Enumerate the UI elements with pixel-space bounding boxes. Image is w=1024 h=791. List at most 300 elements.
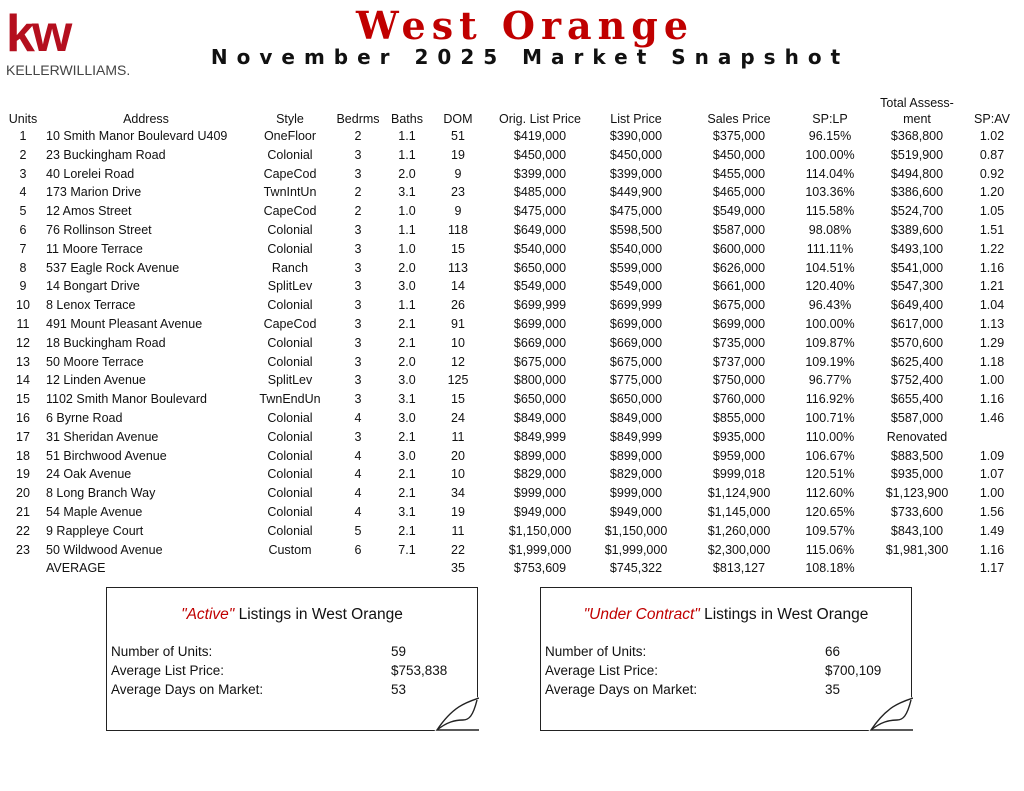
keller-williams-logo [4,5,154,78]
cell-sp-av: 1.04 [979,298,1005,313]
table-row [0,541,1024,560]
header-sales-price: Sales Price [707,112,771,126]
cell-unit: 9 [19,279,27,294]
cell-dom: 15 [451,392,465,407]
cell-sp-lp: 96.43% [808,298,852,313]
cell-baths: 1.1 [398,222,416,237]
cell-bedrms: 3 [354,335,362,350]
cell-style: Colonial [267,335,313,350]
table-row [0,259,1024,278]
cell-sales-price: $735,000 [712,335,766,350]
cell-bedrms: 3 [354,298,362,313]
cell-dom: 11 [451,523,465,538]
header-sp-lp: SP:LP [812,112,848,126]
cell-list-price: $390,000 [609,129,663,143]
cell-sp-lp: 109.57% [805,523,855,538]
table-row [0,183,1024,202]
under-contract-title: "Under Contract" Listings in West Orange [583,606,869,623]
cell-bedrms: 2 [354,129,362,143]
cell-bedrms: 4 [354,504,362,519]
cell-baths: 3.1 [398,504,416,519]
cell-orig-list-price: $475,000 [513,204,567,219]
cell-sp-av: 1.16 [979,542,1005,557]
cell-dom: 9 [454,204,462,219]
cell-sp-av: 1.21 [979,279,1005,294]
page-curl-icon [433,696,479,732]
cell-sp-av: 1.16 [979,392,1005,407]
cell-list-price: $540,000 [609,241,663,256]
cell-orig-list-price: $999,000 [513,486,567,501]
cell-sp-lp: 120.65% [805,504,855,519]
cell-unit: 11 [16,316,30,331]
cell-sp-lp: 116.92% [805,392,855,407]
cell-sales-price: $465,000 [712,185,766,200]
cell-list-price: $699,999 [609,298,663,313]
cell-address: 24 Oak Avenue [46,467,132,482]
table-row [0,503,1024,522]
kw-brand-name: KELLERWILLIAMS. [6,62,131,78]
cell-orig-list-price: $485,000 [513,185,567,200]
cell-dom: 24 [451,410,465,425]
cell-orig-list-price: $1,150,000 [508,523,572,538]
cell-style: Colonial [267,222,313,237]
table-row [0,371,1024,390]
cell-sp-av: 1.05 [979,204,1005,219]
cell-orig-list-price: $1,999,000 [508,542,572,557]
cell-sales-price: $455,000 [712,166,766,181]
cell-address: 50 Wildwood Avenue [46,542,163,557]
cell-total-assessment: $617,000 [890,316,944,331]
cell-style: Colonial [267,448,313,463]
cell-sp-av: 1.20 [979,185,1005,200]
cell-address: 54 Maple Avenue [46,504,143,519]
cell-orig-list-price: $829,000 [513,467,567,482]
active-units-row: Number of Units: 59 [111,644,407,659]
cell-address: 537 Eagle Rock Avenue [46,260,180,275]
cell-unit: 18 [16,448,30,463]
cell-style: Colonial [267,298,313,313]
cell-sp-lp: 98.08% [808,222,852,237]
market-table [0,92,1024,578]
table-row [0,409,1024,428]
cell-total-assessment: $625,400 [890,354,944,369]
cell-address: 173 Marion Drive [46,185,142,200]
cell-sp-av: 1.00 [979,373,1005,388]
cell-total-assessment: $386,600 [890,185,944,200]
cell-style: Ranch [271,260,309,275]
cell-orig-list-price: $649,000 [513,222,567,237]
table-row [0,165,1024,184]
cell-bedrms: 3 [354,222,362,237]
cell-list-price: $849,000 [609,410,663,425]
cell-sp-av: 0.92 [979,166,1005,181]
cell-sales-price: $699,000 [712,316,766,331]
cell-style: TwnIntUn [263,185,317,200]
cell-list-price: $1,150,000 [604,523,668,538]
cell-list-price: $949,000 [609,504,663,519]
cell-sp-lp: 112.60% [805,486,855,501]
cell-address: 18 Buckingham Road [46,335,166,350]
cell-dom: 15 [451,241,465,256]
cell-address: 1102 Smith Manor Boulevard [46,392,207,407]
cell-total-assessment: $843,100 [890,523,944,538]
contract-avg-price-row: Average List Price: $700,109 [545,663,882,678]
cell-list-price: $549,000 [609,279,663,294]
cell-list-price: $599,000 [609,260,663,275]
table-row [0,465,1024,484]
cell-orig-list-price: $669,000 [513,335,567,350]
cell-unit: 1 [19,129,27,143]
header-orig-list-price: Orig. List Price [499,112,581,126]
cell-style: SplitLev [267,279,313,294]
cell-style: Colonial [267,147,313,162]
cell-dom: 19 [451,504,465,519]
header-dom: DOM [443,112,473,126]
cell-total-assessment: $1,123,900 [885,486,949,501]
cell-dom: 26 [451,298,465,313]
cell-total-assessment: $883,500 [890,448,944,463]
cell-total-assessment: $519,900 [890,147,944,162]
cell-style: Colonial [267,486,313,501]
cell-orig-list-price: $949,000 [513,504,567,519]
cell-baths: 2.1 [398,316,416,331]
table-row [0,334,1024,353]
cell-total-assessment: $655,400 [890,392,944,407]
cell-list-price: $849,999 [609,429,663,444]
cell-sp-av: 1.56 [979,504,1005,519]
cell-sp-lp: 109.87% [805,335,855,350]
cell-address: AVERAGE [46,561,106,576]
cell-unit: 14 [16,373,30,388]
cell-sales-price: $750,000 [712,373,766,388]
cell-baths: 2.0 [398,260,416,275]
cell-address: 12 Amos Street [46,204,132,219]
header-total-assessment: Total Assess- ment [880,96,954,126]
cell-bedrms: 3 [354,241,362,256]
cell-bedrms: 4 [354,448,362,463]
cell-dom: 9 [454,166,462,181]
cell-address: 8 Lenox Terrace [46,298,136,313]
cell-unit: 22 [16,523,30,538]
cell-unit: 12 [16,335,30,350]
cell-baths: 2.1 [398,335,416,350]
cell-orig-list-price: $849,999 [513,429,567,444]
cell-dom: 11 [451,429,465,444]
cell-dom: 118 [448,222,468,237]
cell-style: TwnEndUn [259,392,321,407]
cell-sales-price: $813,127 [712,561,766,576]
cell-sales-price: $600,000 [712,241,766,256]
table-row [0,146,1024,165]
table-row [0,484,1024,503]
cell-list-price: $775,000 [609,373,663,388]
table-header [0,92,1024,127]
cell-list-price: $450,000 [609,147,663,162]
cell-sales-price: $675,000 [712,298,766,313]
cell-dom: 34 [451,486,465,501]
cell-dom: 35 [451,561,465,576]
cell-sales-price: $959,000 [712,448,766,463]
cell-list-price: $745,322 [609,561,663,576]
header-list-price: List Price [610,112,662,126]
table-row [0,447,1024,466]
cell-sp-lp: 115.58% [805,204,855,219]
cell-total-assessment: $389,600 [890,222,944,237]
cell-baths: 2.1 [398,486,416,501]
cell-unit: 7 [19,241,27,256]
cell-total-assessment: $649,400 [890,298,944,313]
table-row [0,296,1024,315]
cell-dom: 91 [451,316,465,331]
cell-address: 31 Sheridan Avenue [46,429,159,444]
cell-total-assessment: $524,700 [890,204,944,219]
cell-sales-price: $855,000 [712,410,766,425]
cell-orig-list-price: $800,000 [513,373,567,388]
table-body [0,127,1024,578]
cell-dom: 22 [451,542,465,557]
cell-unit: 19 [16,467,30,482]
table-row [0,221,1024,240]
cell-bedrms: 2 [354,185,362,200]
cell-sp-lp: 110.00% [805,429,855,444]
cell-style: OneFloor [263,129,317,143]
cell-orig-list-price: $699,999 [513,298,567,313]
cell-sp-lp: 114.04% [805,166,855,181]
cell-baths: 3.0 [398,373,416,388]
cell-sp-lp: 100.71% [805,410,855,425]
cell-address: 10 Smith Manor Boulevard U409 [46,129,228,143]
cell-dom: 19 [451,147,465,162]
cell-bedrms: 3 [354,429,362,444]
cell-style: Colonial [267,354,313,369]
cell-baths: 1.0 [398,241,416,256]
cell-list-price: $650,000 [609,392,663,407]
cell-sales-price: $1,145,000 [707,504,771,519]
cell-bedrms: 4 [354,486,362,501]
cell-dom: 51 [451,129,465,143]
cell-sp-av: 1.09 [979,448,1005,463]
cell-orig-list-price: $419,000 [513,129,567,143]
cell-address: 12 Linden Avenue [46,373,146,388]
cell-unit: 6 [19,222,27,237]
cell-sales-price: $450,000 [712,147,766,162]
cell-sp-lp: 115.06% [805,542,855,557]
cell-sp-lp: 108.18% [805,561,855,576]
cell-sp-lp: 120.40% [805,279,855,294]
cell-sp-lp: 96.15% [808,129,852,143]
cell-unit: 8 [19,260,27,275]
cell-style: Colonial [267,429,313,444]
page-title: West Orange [355,3,695,48]
cell-sales-price: $375,000 [712,129,766,143]
cell-baths: 7.1 [398,542,416,557]
table-row [0,277,1024,296]
cell-dom: 20 [451,448,465,463]
cell-total-assessment: $541,000 [890,260,944,275]
cell-dom: 12 [451,354,465,369]
cell-orig-list-price: $675,000 [513,354,567,369]
cell-list-price: $699,000 [609,316,663,331]
cell-sp-lp: 103.36% [805,185,855,200]
cell-orig-list-price: $899,000 [513,448,567,463]
cell-unit: 5 [19,204,27,219]
cell-address: 8 Long Branch Way [46,486,156,501]
active-listings-box [106,587,478,731]
cell-sp-av: 1.02 [979,129,1005,143]
cell-bedrms: 3 [354,147,362,162]
table-row [0,428,1024,447]
cell-sales-price: $760,000 [712,392,766,407]
cell-unit: 16 [16,410,30,425]
contract-avg-dom-row: Average Days on Market: 35 [545,682,841,697]
cell-baths: 2.0 [398,354,416,369]
cell-sp-av: 1.18 [979,354,1005,369]
cell-orig-list-price: $399,000 [513,166,567,181]
cell-bedrms: 3 [354,279,362,294]
cell-sp-av: 1.07 [979,467,1005,482]
cell-bedrms: 3 [354,316,362,331]
cell-address: 6 Byrne Road [46,410,123,425]
cell-unit: 3 [19,166,27,181]
cell-list-price: $1,999,000 [604,542,668,557]
cell-baths: 2.1 [398,467,416,482]
cell-style: CapeCod [263,204,317,219]
cell-baths: 2.0 [398,166,416,181]
cell-unit: 15 [16,392,30,407]
cell-list-price: $669,000 [609,335,663,350]
cell-sales-price: $587,000 [712,222,766,237]
cell-sp-av: 1.13 [979,316,1005,331]
cell-bedrms: 2 [354,204,362,219]
cell-sp-av: 1.46 [979,410,1005,425]
cell-orig-list-price: $753,609 [513,561,567,576]
cell-style: SplitLev [267,373,313,388]
cell-bedrms: 4 [354,410,362,425]
cell-sales-price: $1,124,900 [707,486,771,501]
cell-sp-lp: 104.51% [805,260,855,275]
cell-bedrms: 5 [354,523,362,538]
cell-dom: 10 [451,335,465,350]
cell-sp-av: 1.22 [979,241,1005,256]
table-row [0,240,1024,259]
cell-unit: 17 [16,429,30,444]
cell-total-assessment: $733,600 [890,504,944,519]
cell-orig-list-price: $699,000 [513,316,567,331]
cell-bedrms: 3 [354,166,362,181]
cell-dom: 10 [451,467,465,482]
cell-sales-price: $999,018 [712,467,766,482]
cell-bedrms: 6 [354,542,362,557]
page-subtitle: November 2025 Market Snapshot [210,45,850,69]
cell-list-price: $829,000 [609,467,663,482]
cell-address: 11 Moore Terrace [46,241,143,256]
cell-unit: 13 [16,354,30,369]
cell-list-price: $399,000 [609,166,663,181]
cell-sp-av: 1.16 [979,260,1005,275]
cell-sp-lp: 111.11% [806,241,854,256]
cell-orig-list-price: $650,000 [513,392,567,407]
cell-orig-list-price: $849,000 [513,410,567,425]
cell-sp-av: 1.51 [979,222,1005,237]
active-listings-title: "Active" Listings in West Orange [181,606,403,623]
header-units: Units [8,112,38,126]
cell-sp-av: 1.00 [979,486,1005,501]
cell-total-assessment: $752,400 [890,373,944,388]
cell-style: CapeCod [263,166,317,181]
cell-total-assessment: $547,300 [890,279,944,294]
cell-list-price: $999,000 [609,486,663,501]
cell-baths: 1.1 [398,298,416,313]
header-sp-av: SP:AV [974,112,1010,126]
cell-bedrms: 3 [354,373,362,388]
cell-dom: 113 [448,260,468,275]
cell-bedrms: 3 [354,354,362,369]
cell-total-assessment: $935,000 [890,467,944,482]
cell-style: CapeCod [263,316,317,331]
cell-unit: 2 [19,147,27,162]
cell-baths: 1.0 [398,204,416,219]
cell-baths: 3.1 [398,392,416,407]
cell-bedrms: 3 [354,260,362,275]
header-style: Style [276,112,304,126]
table-row [0,353,1024,372]
cell-address: 50 Moore Terrace [46,354,144,369]
cell-sp-av: 1.29 [979,335,1005,350]
cell-sp-av: 0.87 [979,147,1005,162]
cell-sp-av: 1.49 [979,523,1005,538]
cell-bedrms: 3 [354,392,362,407]
cell-orig-list-price: $650,000 [513,260,567,275]
cell-list-price: $899,000 [609,448,663,463]
cell-sp-lp: 96.77% [808,373,852,388]
cell-total-assessment: $570,600 [890,335,944,350]
cell-baths: 1.1 [398,147,416,162]
table-row [0,315,1024,334]
cell-sales-price: $2,300,000 [707,542,771,557]
cell-address: 40 Lorelei Road [46,166,135,181]
cell-baths: 1.1 [398,129,416,143]
cell-total-assessment: $587,000 [890,410,944,425]
cell-list-price: $475,000 [609,204,663,219]
contract-units-row: Number of Units: 66 [545,644,841,659]
cell-baths: 2.1 [398,523,416,538]
cell-dom: 23 [451,185,465,200]
cell-list-price: $675,000 [609,354,663,369]
table-row [0,127,1024,146]
cell-sales-price: $1,260,000 [707,523,771,538]
cell-list-price: $598,500 [609,222,663,237]
cell-sales-price: $737,000 [712,354,766,369]
cell-address: 14 Bongart Drive [46,279,140,294]
cell-sp-lp: 120.51% [805,467,855,482]
cell-list-price: $449,900 [609,185,663,200]
under-contract-box [540,587,912,731]
cell-total-assessment: $1,981,300 [885,542,949,557]
cell-orig-list-price: $549,000 [513,279,567,294]
cell-total-assessment: Renovated [886,429,948,444]
cell-dom: 14 [451,279,465,294]
cell-sp-av: 1.17 [979,561,1005,576]
cell-baths: 3.0 [398,448,416,463]
cell-sales-price: $549,000 [712,204,766,219]
cell-baths: 2.1 [398,429,416,444]
cell-address: 491 Mount Pleasant Avenue [46,316,203,331]
cell-bedrms: 4 [354,467,362,482]
cell-style: Colonial [267,504,313,519]
cell-style: Colonial [267,467,313,482]
table-row [0,202,1024,221]
cell-sales-price: $935,000 [712,429,766,444]
